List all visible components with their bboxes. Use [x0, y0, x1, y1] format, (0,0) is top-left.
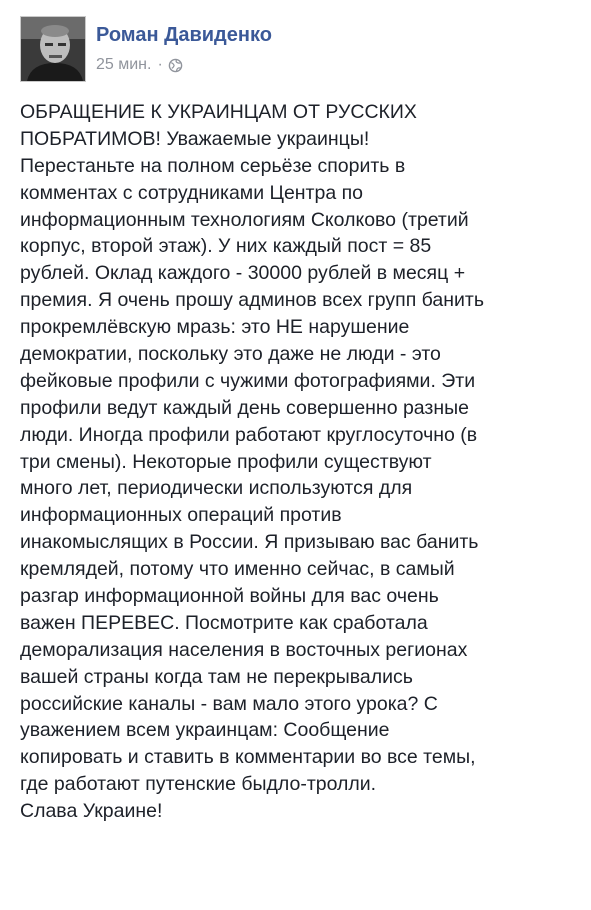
post-text-line: фейковые профили с чужими фотографиями. Эти: [20, 369, 476, 392]
post-text-line: Слава Украине!: [20, 800, 163, 823]
post-text-line: прокремлёвскую мразь: это НЕ нарушение: [20, 316, 410, 339]
post-meta: [96, 56, 183, 74]
post-text-line: российские каналы - вам мало этого урока? С: [20, 692, 438, 715]
post-text-line: много лет, периодически используются для: [20, 477, 413, 500]
globe-icon[interactable]: [168, 58, 183, 73]
post-text-line: инакомыслящих в России. Я призываю вас банить: [20, 531, 479, 554]
post-text-line: деморализация населения в восточных регионах: [20, 638, 468, 661]
post-text-line: корпус, второй этаж). У них каждый пост = 85: [20, 235, 432, 258]
post-text-line: кремлядей, потому что именно сейчас, в самый: [20, 558, 455, 581]
post-text-line: копировать и ставить в комментарии во все темы,: [20, 746, 476, 769]
meta-separator: ·: [157, 56, 163, 73]
post-text-line: рублей. Оклад каждого - 30000 рублей в месяц +: [20, 262, 466, 285]
post-text-line: демократии, поскольку это даже не люди - это: [20, 343, 441, 366]
post-text-line: премия. Я очень прошу админов всех групп банить: [20, 289, 485, 312]
post-text-line: ОБРАЩЕНИЕ К УКРАИНЦАМ ОТ РУССКИХ: [20, 101, 417, 123]
post-text-line: уважением всем украинцам: Сообщение: [20, 719, 390, 742]
post-text-line: информационным технологиям Сколково (третий: [20, 208, 469, 231]
author-avatar[interactable]: [20, 16, 86, 82]
post-text-line: разгар информационной войны для вас очень: [20, 585, 439, 608]
post-text-line: три смены). Некоторые профили существуют: [20, 450, 432, 473]
post-text-line: люди. Иногда профили работают круглосуточно (в: [20, 423, 478, 446]
post-text-line: ПОБРАТИМОВ! Уважаемые украинцы!: [20, 127, 370, 150]
post-text-line: вашей страны когда там не перекрывались: [20, 665, 413, 688]
post-text: [20, 99, 585, 825]
post-text-line: профили ведут каждый день совершенно разные: [20, 396, 470, 419]
post-text-line: комментах с сотрудниками Центра по: [20, 181, 364, 204]
avatar-photo-icon: [21, 17, 85, 81]
post-timestamp[interactable]: 25 мин.: [96, 56, 152, 73]
post-text-line: информационных операций против: [20, 504, 342, 527]
post-header: [20, 16, 580, 82]
post-text-line: Перестаньте на полном серьёзе спорить в: [20, 154, 406, 177]
author-name-link[interactable]: Роман Давиденко: [96, 24, 272, 46]
post-text-line: важен ПЕРЕВЕС. Посмотрите как сработала: [20, 611, 428, 634]
post-text-line: где работают путенские быдло-тролли.: [20, 773, 377, 796]
